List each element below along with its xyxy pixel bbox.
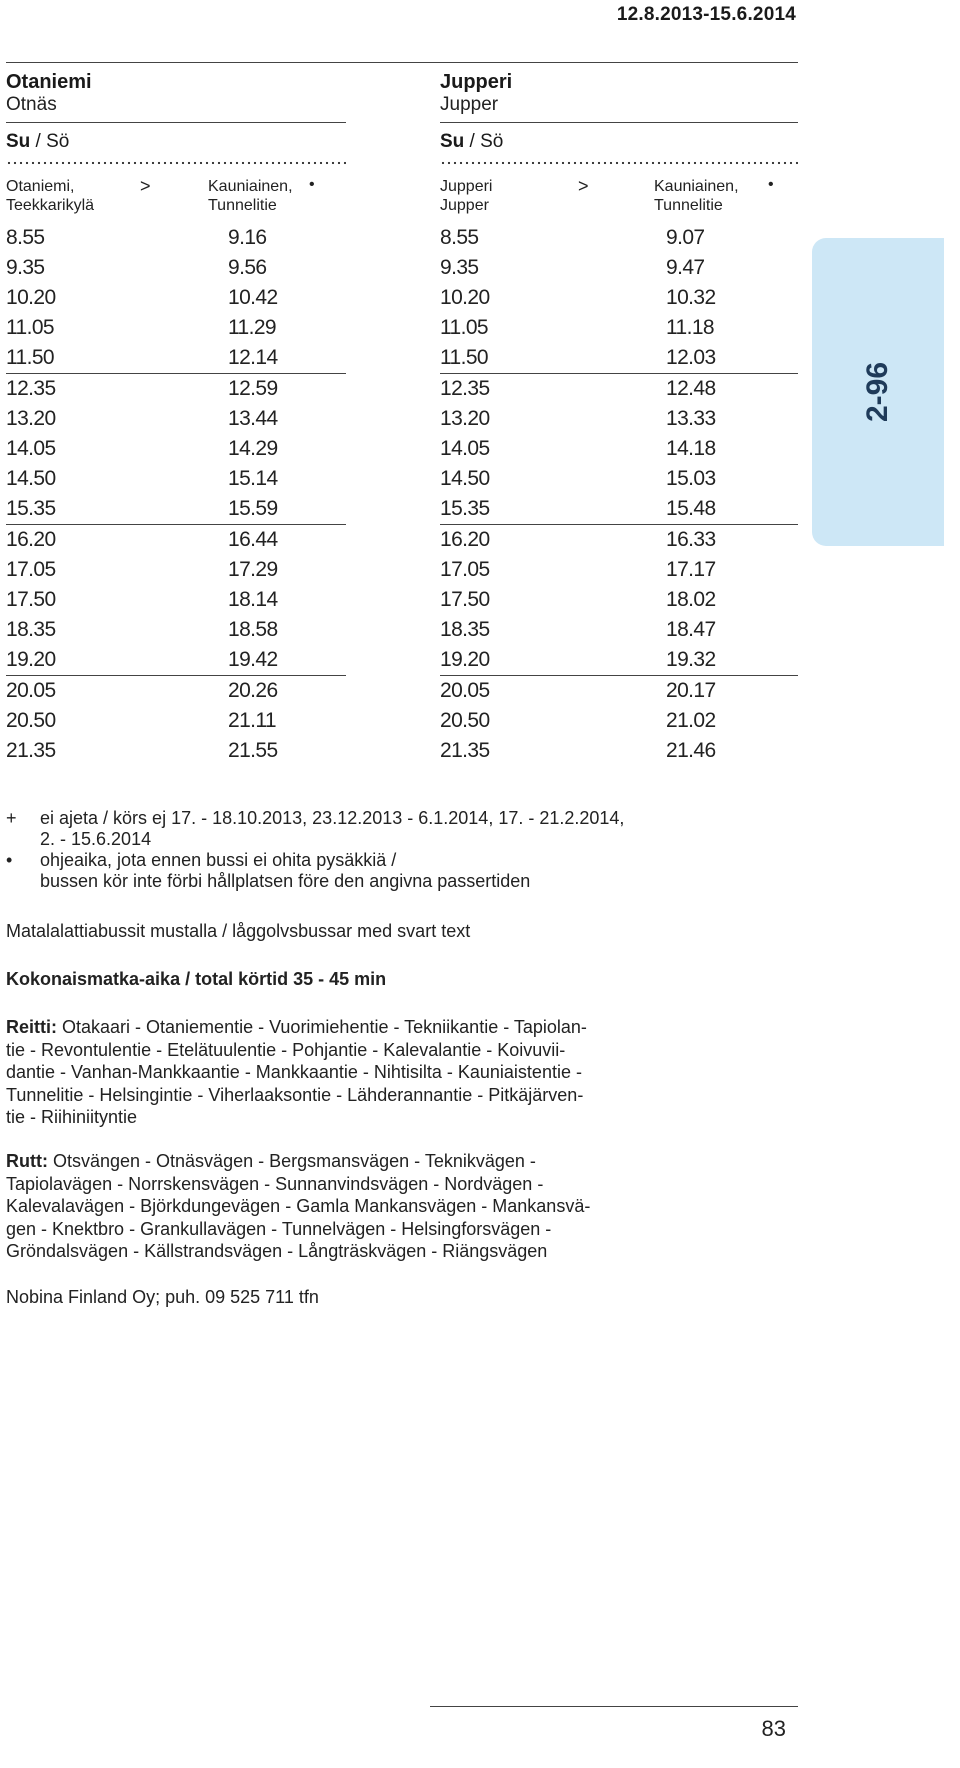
arrival-time: 16.44 (228, 528, 278, 551)
departure-time: 10.20 (6, 286, 56, 309)
arrival-time: 19.42 (228, 648, 278, 671)
bullet-icon: • (768, 176, 774, 193)
table-row (6, 645, 346, 676)
departure-time: 15.35 (440, 497, 490, 520)
dotted-separator (440, 161, 798, 165)
departure-time: 11.50 (440, 346, 488, 369)
from-stop-header: Jupperi Jupper (440, 178, 493, 214)
departure-time: 20.50 (440, 709, 490, 732)
departure-time: 12.35 (440, 377, 490, 400)
table-row (440, 676, 798, 706)
arrival-time: 9.07 (666, 226, 705, 249)
table-row (440, 253, 798, 283)
departure-time: 16.20 (6, 528, 56, 551)
bullet-icon: • (309, 176, 315, 193)
footnotes (6, 808, 806, 892)
departure-time: 15.35 (6, 497, 56, 520)
departure-rows (6, 223, 346, 766)
departure-time: 17.05 (6, 558, 56, 581)
route-swedish: Rutt: Otsvängen - Otnäsvägen - Bergsmansvägen - Teknikvägen - Tapiolavägen - Norrskensvägen - Sunnanvindsvägen - Nordvägen - Kalevalavägen - Björkdungevägen - Gamla Mankansvägen - Mankansvä- gen - Knektbro - Grankullavägen - Tunnelvägen - Helsingforsvägen - Gröndalsvägen - Källstrandsvägen - Långträskvägen - Riängsvägen (6, 1151, 591, 1261)
table-row (440, 555, 798, 585)
arrival-time: 21.46 (666, 739, 716, 762)
departure-time: 21.35 (440, 739, 490, 762)
table-row (440, 736, 798, 766)
departure-time: 11.05 (6, 316, 54, 339)
stop-title: Otaniemi (6, 71, 92, 93)
departure-time: 17.05 (440, 558, 490, 581)
departure-time: 17.50 (6, 588, 56, 611)
departure-rows (440, 223, 798, 766)
timetable-jupperi (440, 62, 798, 766)
arrival-time: 15.03 (666, 467, 716, 490)
departure-time: 14.50 (440, 467, 490, 490)
stop-subtitle: Jupper (440, 94, 499, 115)
table-row (6, 434, 346, 464)
table-row (6, 223, 346, 253)
to-stop-header: Kauniainen, Tunnelitie (208, 178, 293, 214)
table-row (440, 615, 798, 645)
arrival-time: 11.29 (228, 316, 276, 339)
arrival-time: 17.29 (228, 558, 278, 581)
arrival-time: 9.16 (228, 226, 267, 249)
arrival-time: 12.59 (228, 377, 278, 400)
departure-time: 11.50 (6, 346, 54, 369)
table-row (440, 434, 798, 464)
table-row (6, 585, 346, 615)
total-time: Kokonaismatka-aika / total körtid 35 - 45 min (6, 969, 387, 989)
bullet-icon: • (6, 850, 13, 870)
departure-time: 18.35 (6, 618, 56, 641)
from-stop-header: Otaniemi, Teekkarikylä (6, 178, 95, 214)
departure-time: 19.20 (6, 648, 56, 671)
arrival-time: 21.55 (228, 739, 278, 762)
table-row (6, 555, 346, 585)
separator (440, 122, 798, 123)
table-row (440, 404, 798, 434)
table-row (6, 464, 346, 494)
route-number: 2-96 (861, 361, 894, 423)
arrival-time: 11.18 (666, 316, 714, 339)
table-row (6, 706, 346, 736)
arrival-time: 13.33 (666, 407, 716, 430)
table-row (440, 645, 798, 676)
departure-time: 20.50 (6, 709, 56, 732)
table-row (6, 494, 346, 525)
validity-period: 12.8.2013-15.6.2014 (616, 4, 796, 25)
plus-icon: + (6, 808, 17, 828)
arrival-time: 9.47 (666, 256, 705, 279)
arrival-time: 10.32 (666, 286, 716, 309)
arrival-time: 12.14 (228, 346, 278, 369)
departure-time: 10.20 (440, 286, 490, 309)
departure-time: 14.05 (6, 437, 56, 460)
footer-rule (430, 1706, 798, 1707)
departure-time: 18.35 (440, 618, 490, 641)
arrival-time: 15.14 (228, 467, 278, 490)
direction-arrow: > (140, 176, 151, 196)
stop-title: Jupperi (440, 71, 513, 93)
table-row (6, 676, 346, 706)
arrival-time: 21.11 (228, 709, 276, 732)
table-row (440, 585, 798, 615)
arrival-time: 13.44 (228, 407, 278, 430)
departure-time: 11.05 (440, 316, 488, 339)
arrival-time: 20.26 (228, 679, 278, 702)
departure-time: 16.20 (440, 528, 490, 551)
operator-info: Nobina Finland Oy; puh. 09 525 711 tfn (6, 1287, 319, 1307)
dotted-separator (6, 161, 346, 165)
departure-time: 12.35 (6, 377, 56, 400)
table-row (6, 313, 346, 343)
arrival-time: 16.33 (666, 528, 716, 551)
table-row (440, 374, 798, 404)
table-row (440, 494, 798, 525)
departure-time: 20.05 (440, 679, 490, 702)
table-row (6, 615, 346, 645)
direction-arrow: > (578, 176, 589, 196)
departure-time: 14.50 (6, 467, 56, 490)
arrival-time: 15.59 (228, 497, 278, 520)
to-stop-header: Kauniainen, Tunnelitie (654, 178, 739, 214)
footnote-plus: + ei ajeta / körs ej 17. - 18.10.2013, 23.12.2013 - 6.1.2014, 17. - 21.2.2014, 2. - 15.6.2014 (6, 808, 625, 849)
separator (6, 122, 346, 123)
arrival-time: 12.03 (666, 346, 716, 369)
arrival-time: 9.56 (228, 256, 267, 279)
timetable-otaniemi (6, 62, 346, 766)
departure-time: 20.05 (6, 679, 56, 702)
arrival-time: 20.17 (666, 679, 716, 702)
page-number: 83 (761, 1716, 786, 1741)
table-row (440, 343, 798, 374)
table-row (6, 253, 346, 283)
table-row (440, 313, 798, 343)
arrival-time: 17.17 (666, 558, 716, 581)
stop-subtitle: Otnäs (6, 94, 57, 115)
table-row (6, 374, 346, 404)
table-row (6, 736, 346, 766)
departure-time: 21.35 (6, 739, 56, 762)
arrival-time: 21.02 (666, 709, 716, 732)
day-label: Su / Sö (440, 131, 504, 152)
table-row (440, 525, 798, 555)
arrival-time: 10.42 (228, 286, 278, 309)
arrival-time: 18.14 (228, 588, 278, 611)
departure-time: 14.05 (440, 437, 490, 460)
arrival-time: 18.02 (666, 588, 716, 611)
arrival-time: 14.18 (666, 437, 716, 460)
departure-time: 8.55 (6, 226, 45, 249)
departure-time: 13.20 (440, 407, 490, 430)
arrival-time: 18.58 (228, 618, 278, 641)
lowfloor-note: Matalalattiabussit mustalla / låggolvsbussar med svart text (6, 921, 471, 941)
departure-time: 8.55 (440, 226, 479, 249)
table-row (440, 223, 798, 253)
table-row (6, 404, 346, 434)
arrival-time: 15.48 (666, 497, 716, 520)
footnote-bullet: • ohjeaika, jota ennen bussi ei ohita pysäkkiä / bussen kör inte förbi hållplatsen före den angivna passertiden (6, 850, 531, 891)
column-headers (6, 177, 346, 223)
arrival-time: 14.29 (228, 437, 278, 460)
table-row (440, 706, 798, 736)
day-label: Su / Sö (6, 131, 70, 152)
table-row (6, 343, 346, 374)
arrival-time: 12.48 (666, 377, 716, 400)
departure-time: 9.35 (440, 256, 479, 279)
table-row (440, 283, 798, 313)
departure-time: 13.20 (6, 407, 56, 430)
table-row (6, 525, 346, 555)
table-row (6, 283, 346, 313)
arrival-time: 19.32 (666, 648, 716, 671)
route-finnish: Reitti: Otakaari - Otaniementie - Vuorimiehentie - Tekniikantie - Tapiolan- tie - Revontulentie - Etelätuulentie - Pohjantie - Kalevalantie - Koivuvii- dantie - Vanhan-Mankkaantie - Mankkaantie - Nihtisilta - Kauniaistentie - Tunnelitie - Helsingintie - Viherlaaksontie - Lähderannantie - Pitkäjärven- tie - Riihiniityntie (6, 1017, 587, 1127)
departure-time: 19.20 (440, 648, 490, 671)
departure-time: 9.35 (6, 256, 45, 279)
column-headers (440, 177, 798, 223)
arrival-time: 18.47 (666, 618, 716, 641)
table-row (440, 464, 798, 494)
departure-time: 17.50 (440, 588, 490, 611)
